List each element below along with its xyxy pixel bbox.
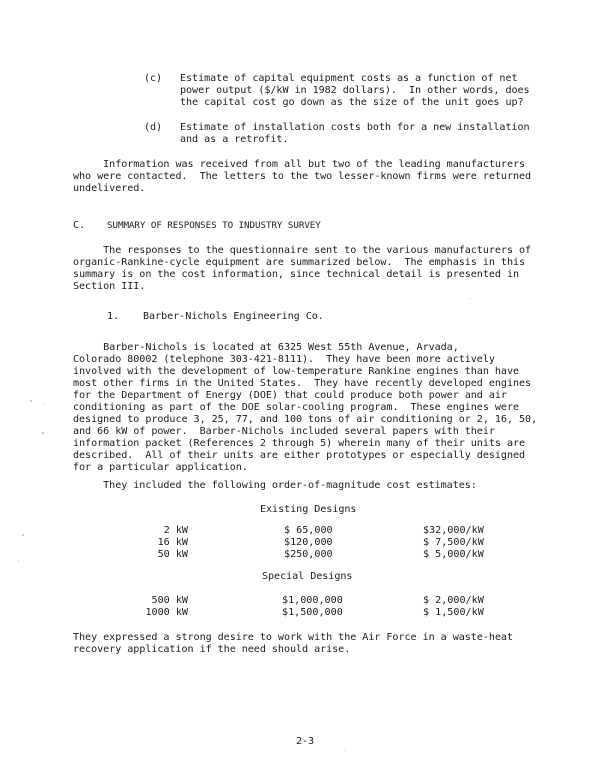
scan-speck <box>344 750 345 751</box>
list-marker-c: (c) <box>144 73 163 84</box>
list-item-c-line: the capital cost go down as the size of the unit goes up? <box>180 97 524 108</box>
existing-size-cell: 50 kW <box>157 549 188 560</box>
barber-paragraph-line: for the Department of Energy (DOE) that could produce both power and air <box>73 390 507 401</box>
scan-speck <box>42 432 44 434</box>
existing-size-cell: 2 kW <box>163 525 188 536</box>
scan-speck <box>470 298 471 299</box>
closing-paragraph-line: They expressed a strong desire to work with the Air Force in a waste-heat <box>73 632 513 643</box>
barber-paragraph-line: information packet (References 2 through 5) wherein many of their units are <box>73 438 526 449</box>
existing-designs-heading: Existing Designs <box>260 504 357 515</box>
special-per-kw-cell: $ 2,000/kW <box>423 595 484 606</box>
responses-paragraph-line: The responses to the questionnaire sent to the various manufacturers of <box>73 245 532 256</box>
scan-speck <box>22 534 24 536</box>
list-item-c-line: Estimate of capital equipment costs as a function of net <box>180 73 518 84</box>
barber-paragraph-line: conditioning as part of the DOE solar-cooling program. These engines were <box>73 402 519 413</box>
section-title: SUMMARY OF RESPONSES TO INDUSTRY SURVEY <box>107 220 321 231</box>
list-marker-d: (d) <box>144 122 163 133</box>
info-paragraph-line: undelivered. <box>73 183 146 194</box>
barber-paragraph-line: and 66 kW of power. Barber-Nichols included several papers with their <box>73 426 495 437</box>
special-size-cell: 1000 kW <box>145 607 188 618</box>
estimates-intro: They included the following order-of-magnitude cost estimates: <box>73 480 477 491</box>
page-number: 2-3 <box>296 736 315 747</box>
responses-paragraph-line: organic-Rankine-cycle equipment are summarized below. The emphasis in this <box>73 257 526 268</box>
existing-cost-cell: $250,000 <box>284 549 333 560</box>
special-cost-cell: $1,500,000 <box>282 607 343 618</box>
subsection-title: Barber-Nichols Engineering Co. <box>143 311 324 322</box>
barber-paragraph-line: Barber-Nichols is located at 6325 West 55th Avenue, Arvada, <box>73 342 459 353</box>
existing-cost-cell: $ 65,000 <box>284 525 333 536</box>
special-size-cell: 500 kW <box>151 595 188 606</box>
barber-paragraph-line: designed to produce 3, 25, 77, and 100 tons of air conditioning or 2, 16, 50, <box>73 414 538 425</box>
existing-per-kw-cell: $ 7,500/kW <box>423 537 484 548</box>
special-per-kw-cell: $ 1,500/kW <box>423 607 484 618</box>
existing-per-kw-cell: $ 5,000/kW <box>423 549 484 560</box>
section-letter: C. <box>73 220 86 231</box>
list-item-d-line: Estimate of installation costs both for a new installation <box>180 122 530 133</box>
subsection-number: 1. <box>107 311 120 322</box>
scan-speck <box>30 400 32 402</box>
barber-paragraph-line: Colorado 80002 (telephone 303-421-8111). They have been more actively <box>73 354 495 365</box>
scan-speck <box>18 560 19 561</box>
existing-size-cell: 16 kW <box>157 537 188 548</box>
info-paragraph-line: who were contacted. The letters to the two lesser-known firms were returned <box>73 171 532 182</box>
existing-cost-cell: $120,000 <box>284 537 333 548</box>
barber-paragraph-line: described. All of their units are either prototypes or especially designed <box>73 450 526 461</box>
barber-paragraph-line: involved with the development of low-temperature Rankine engines than have <box>73 366 519 377</box>
barber-paragraph-line: most other firms in the United States. They have recently developed engines <box>73 378 532 389</box>
info-paragraph-line: Information was received from all but two of the leading manufacturers <box>73 159 526 170</box>
barber-paragraph-line: for a particular application. <box>73 462 248 473</box>
list-item-c-line: power output ($/kW in 1982 dollars). In other words, does <box>180 85 530 96</box>
list-item-d-line: and as a retrofit. <box>180 134 289 145</box>
special-cost-cell: $1,000,000 <box>282 595 343 606</box>
responses-paragraph-line: summary is on the cost information, since technical detail is presented in <box>73 269 519 280</box>
existing-per-kw-cell: $32,000/kW <box>423 525 484 536</box>
scan-speck <box>44 404 45 405</box>
closing-paragraph-line: recovery application if the need should arise. <box>73 644 351 655</box>
special-designs-heading: Special Designs <box>262 571 353 582</box>
responses-paragraph-line: Section III. <box>73 281 146 292</box>
